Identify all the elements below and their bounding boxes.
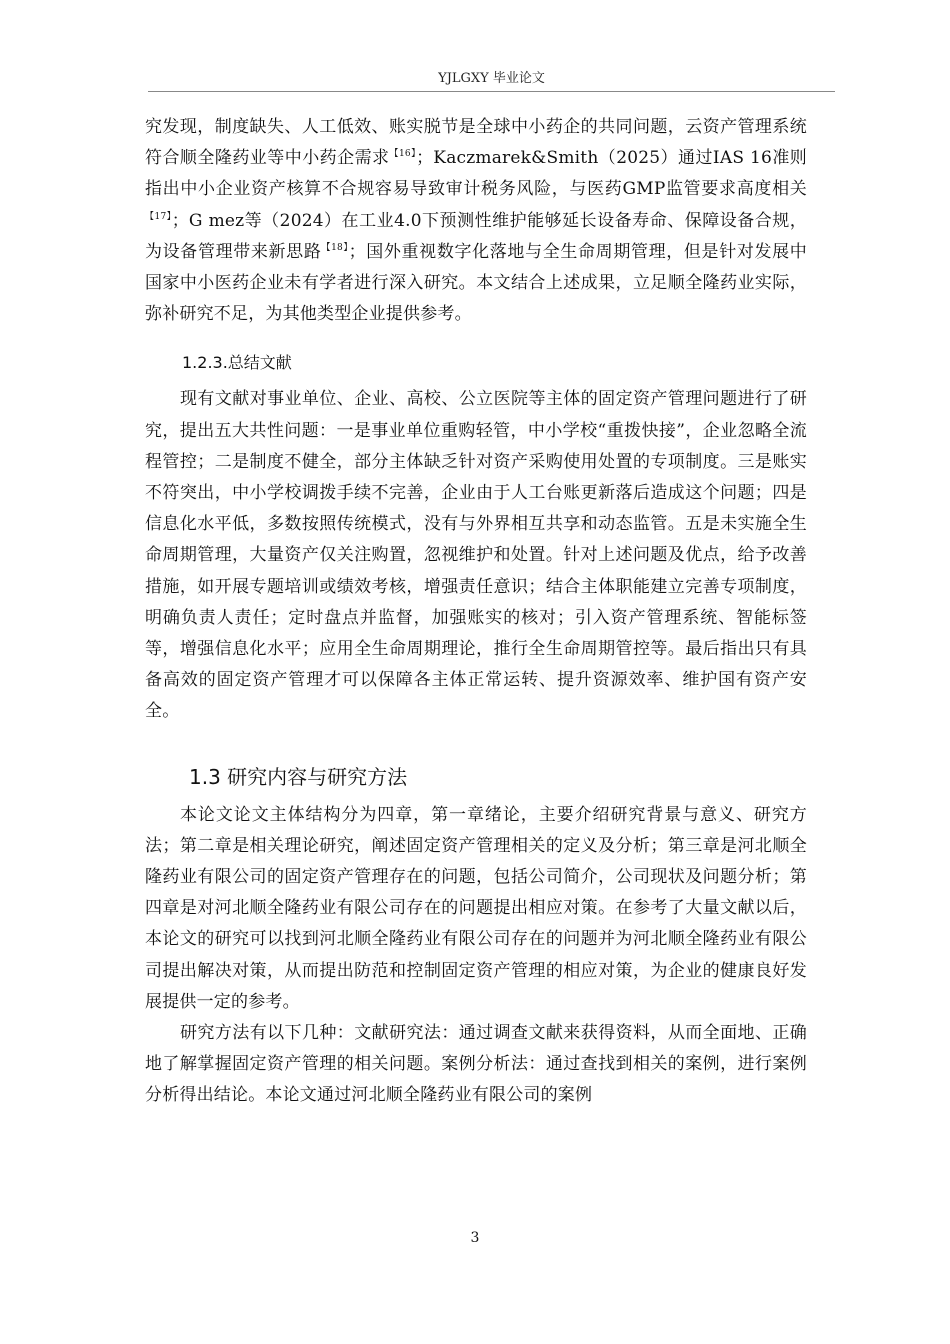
- paragraph-foreign-literature: [145, 112, 807, 330]
- page-header-title: YJLGXY 毕业论文: [438, 71, 545, 86]
- citation-17: 【17】: [145, 211, 172, 222]
- page-body: [145, 112, 807, 1112]
- paragraph-literature-summary: 现有文献对事业单位、企业、高校、公立医院等主体的固定资产管理问题进行了研究，提出五大共性问题：一是事业单位重购轻管，中小学校“重拨快接”，企业忽略全流程管控；二是制度不健全，部分主体缺乏针对资产采购使用处置的专项制度。三是账实不符突出，中小学校调拨手续不完善，企业由于人工台账更新落后造成这个问题；四是信息化水平低，多数按照传统模式，没有与外界相互共享和动态监管。五是未实施全生命周期管理，大量资产仅关注购置，忽视维护和处置。针对上述问题及优点，给予改善措施，如开展专题培训或绩效考核，增强责任意识；结合主体职能建立完善专项制度，明确负责人责任；定时盘点并监督，加强账实的核对；引入资产管理系统、智能标签等，增强信息化水平；应用全生命周期理论，推行全生命周期管控等。最后指出只有具备高效的固定资产管理才可以保障各主体正常运转、提升资源效率、维护国有资产安全。: [145, 389, 807, 722]
- citation-18: 【18】: [321, 242, 349, 253]
- paragraph-research-content: 本论文论文主体结构分为四章，第一章绪论，主要介绍研究背景与意义、研究方法；第二章是相关理论研究，阐述固定资产管理相关的定义及分析；第三章是河北顺全隆药业有限公司的固定资产管理存在的问题，包括公司简介，公司现状及问题分析；第四章是对河北顺全隆药业有限公司存在的问题提出相应对策。在参考了大量文献以后，本论文的研究可以找到河北顺全隆药业有限公司存在的问题并为河北顺全隆药业有限公司提出解决对策，从而提出防范和控制固定资产管理的相应对策，为企业的健康良好发展提供一定的参考。: [145, 804, 807, 1012]
- paragraph-text: 究发现，制度缺失、人工低效、账实脱节是全球中小药企的共同问题，云资产管理系统符合顺全隆药业等中小药企需求: [145, 117, 807, 169]
- paragraph-text: ；Kaczmarek&Smith（2025）通过IAS 16准则指出中小企业资产核算不合规容易导致审计税务风险，与医药GMP监管要求高度相关: [145, 148, 807, 200]
- section-heading: 1.3 研究内容与研究方法: [189, 764, 408, 789]
- paragraph-research-methods: 研究方法有以下几种：文献研究法：通过调查文献来获得资料，从而全面地、正确地了解掌握固定资产管理的相关问题。案例分析法：通过查找到相关的案例，进行案例分析得出结论。本论文通过河北顺全隆药业有限公司的案例: [145, 1023, 807, 1106]
- header-rule: [148, 91, 835, 92]
- citation-16: 【16】: [389, 149, 417, 160]
- subsection-heading: 1.2.3.总结文献: [182, 353, 292, 373]
- paragraph-text: ；G mez等（2024）在工业4.0下预测性维护能够延长设备寿命、保障设备合规，为设备管理带来新思路: [145, 210, 807, 262]
- page-number: 3: [470, 1230, 480, 1246]
- paragraph-text: ；国外重视数字化落地与全生命周期管理，但是针对发展中国家中小医药企业未有学者进行深入研究。本文结合上述成果，立足顺全隆药业实际，弥补研究不足，为其他类型企业提供参考。: [145, 241, 807, 325]
